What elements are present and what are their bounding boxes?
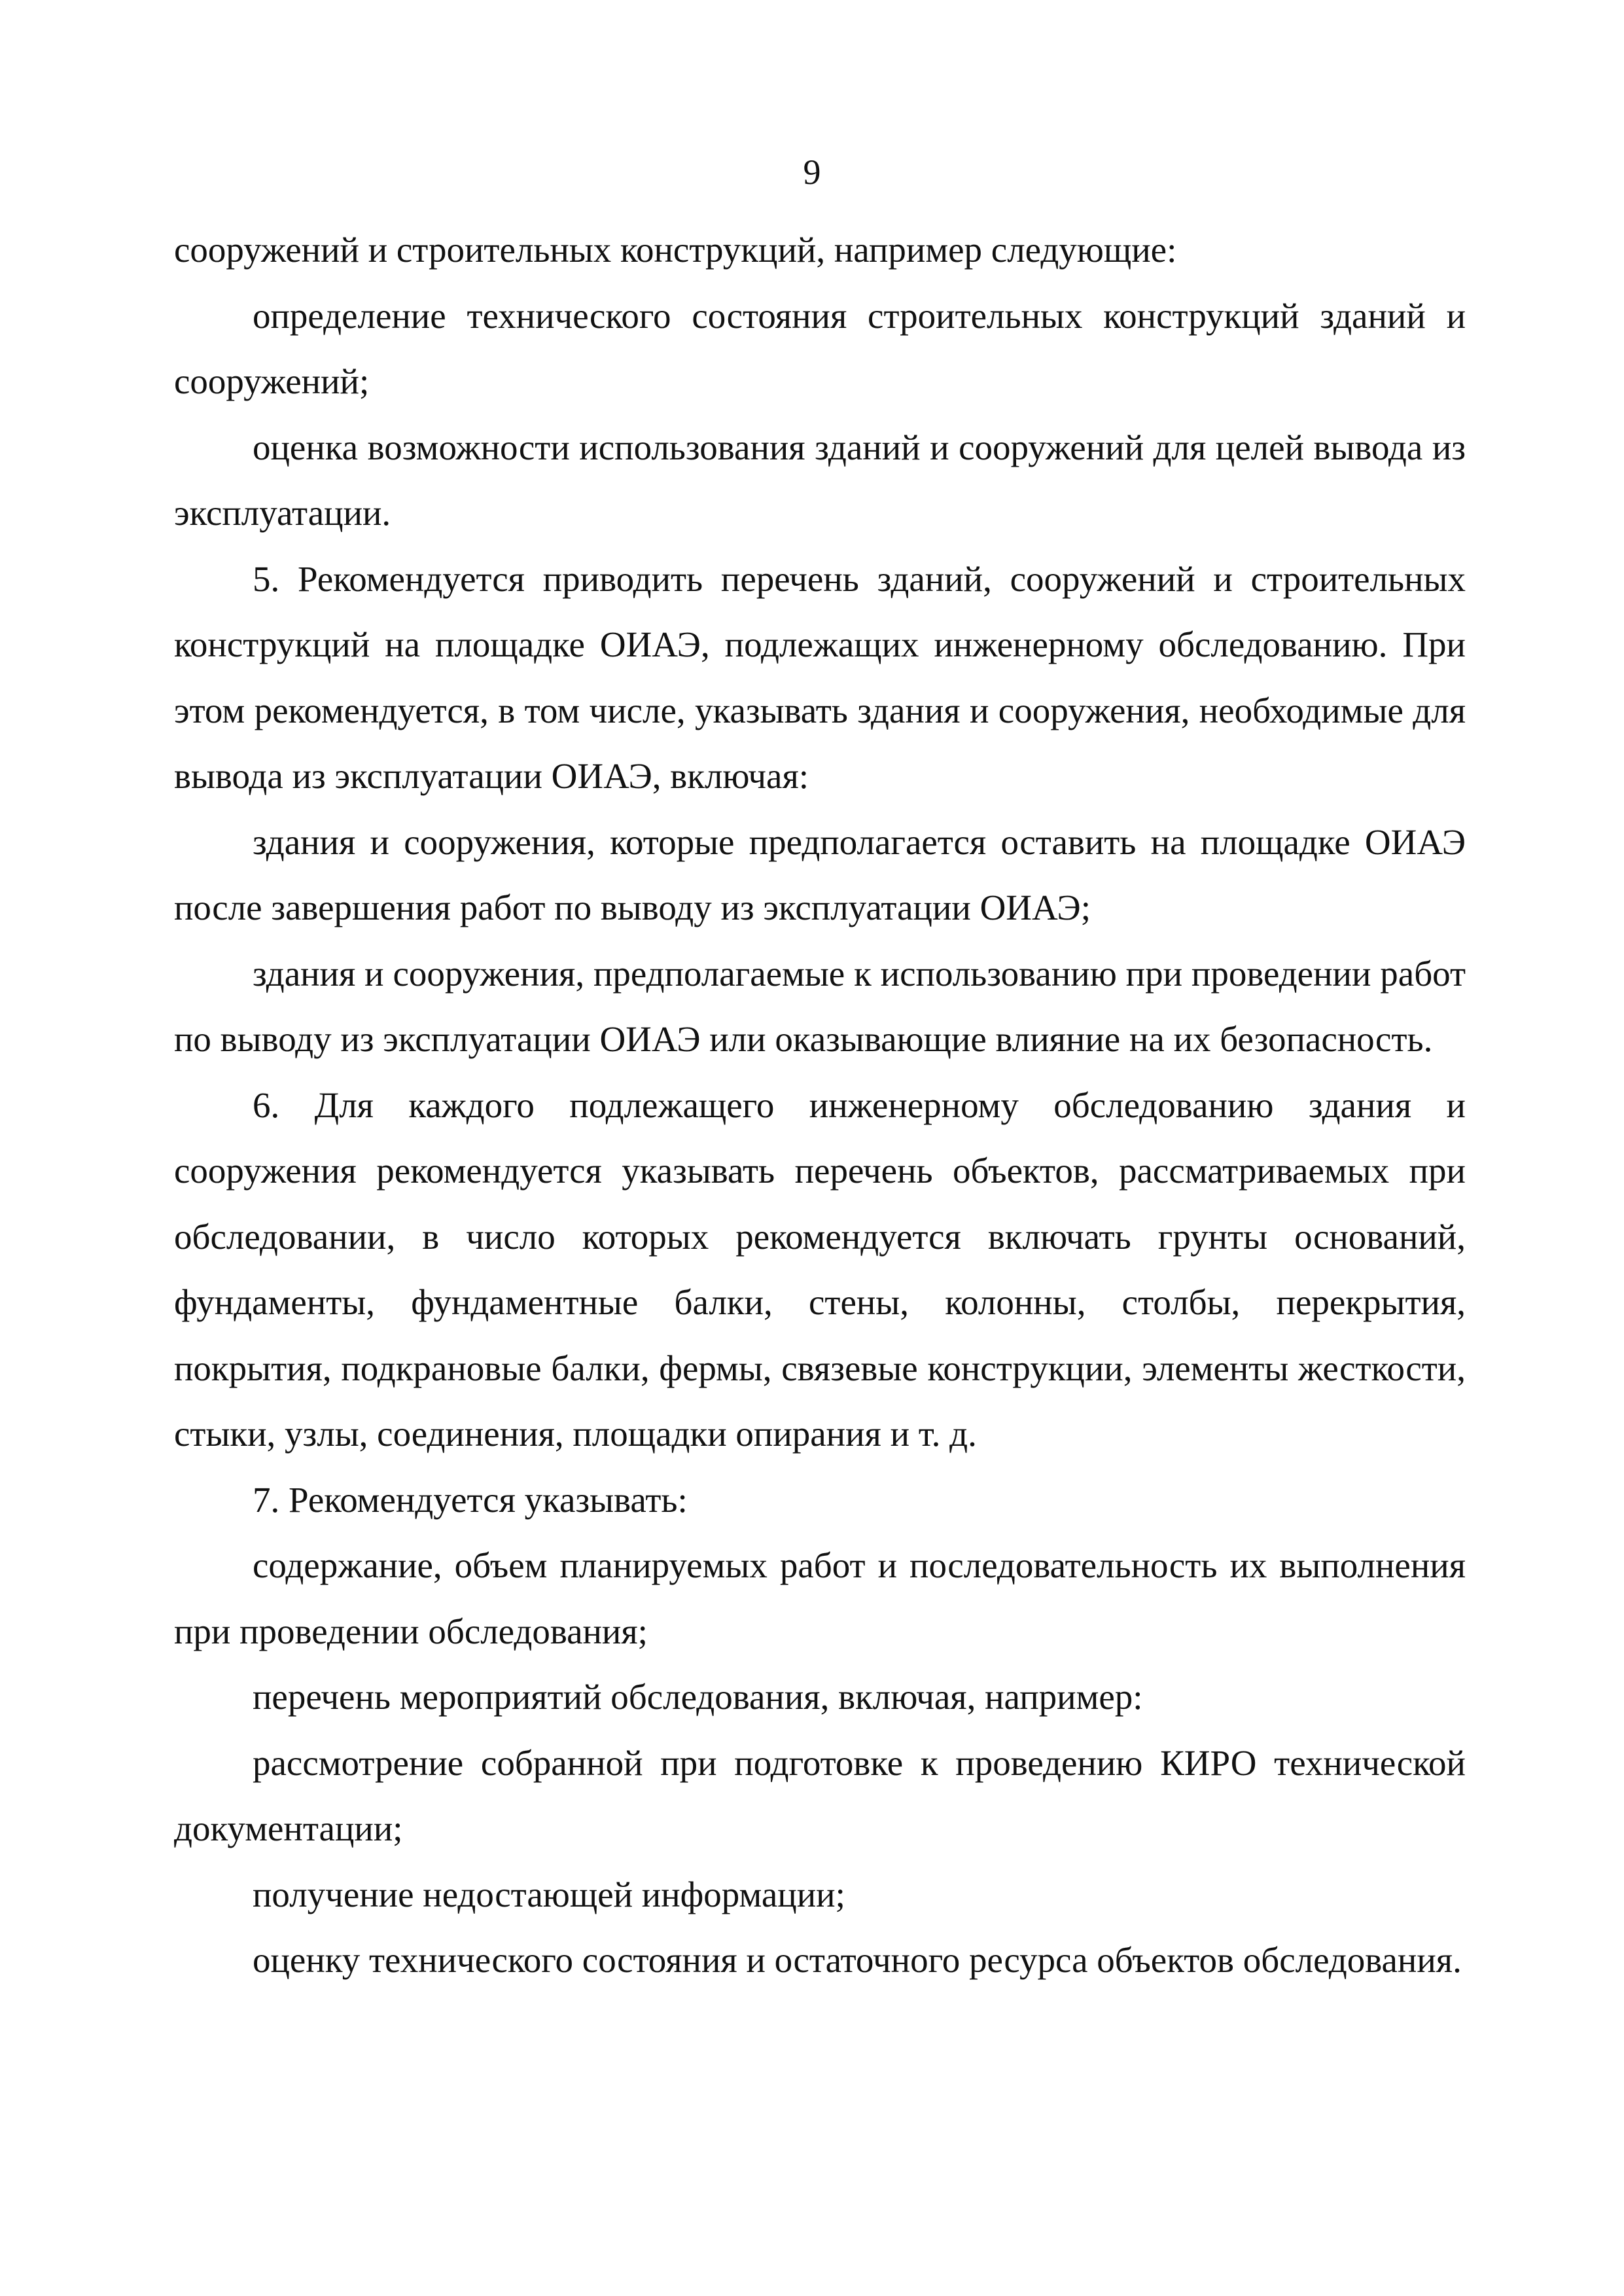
list-item-technical-condition: определение технического состояния строительных конструкций зданий и сооружений; — [174, 295, 1466, 401]
document-body — [174, 217, 1466, 1994]
list-item-buildings-remaining: здания и сооружения, которые предполагается оставить на площадке ОИАЭ после завершения работ по выводу из эксплуатации ОИАЭ; — [174, 821, 1466, 927]
list-item-condition-assessment: оценку технического состояния и остаточного ресурса объектов обследования. — [253, 1940, 1462, 1980]
list-item-survey-measures: перечень мероприятий обследования, включая, например: — [253, 1677, 1143, 1717]
paragraph-item-6: 6. Для каждого подлежащего инженерному обследованию здания и сооружения рекомендуется указывать перечень объектов, рассматриваемых при обследовании, в число которых рекомендуется включать грунты оснований, фундаменты, фундаментные балки, стены, колонны, столбы, перекрытия, покрытия, подкрановые балки, фермы, связевые конструкции, элементы жесткости, стыки, узлы, соединения, площадки опирания и т. д. — [174, 1085, 1466, 1454]
list-item-documentation-review: рассмотрение собранной при подготовке к проведению КИРО технической документации; — [174, 1742, 1466, 1848]
list-item-buildings-used: здания и сооружения, предполагаемые к использованию при проведении работ по выводу из эксплуатации ОИАЭ или оказывающие влияние на их безопасность. — [174, 953, 1466, 1059]
paragraph-item-5: 5. Рекомендуется приводить перечень зданий, сооружений и строительных конструкций на площадке ОИАЭ, подлежащих инженерному обследованию. При этом рекомендуется, в том числе, указывать здания и сооружения, необходимые для вывода из эксплуатации ОИАЭ, включая: — [174, 558, 1466, 796]
list-item-missing-information: получение недостающей информации; — [253, 1874, 845, 1914]
list-item-work-content: содержание, объем планируемых работ и последовательность их выполнения при проведении обследования; — [174, 1545, 1466, 1651]
paragraph-continuation: сооружений и строительных конструкций, например следующие: — [174, 230, 1177, 270]
page-number: 9 — [803, 152, 821, 192]
list-item-usage-assessment: оценка возможности использования зданий и сооружений для целей вывода из эксплуатации. — [174, 427, 1466, 533]
paragraph-item-7: 7. Рекомендуется указывать: — [253, 1479, 688, 1520]
